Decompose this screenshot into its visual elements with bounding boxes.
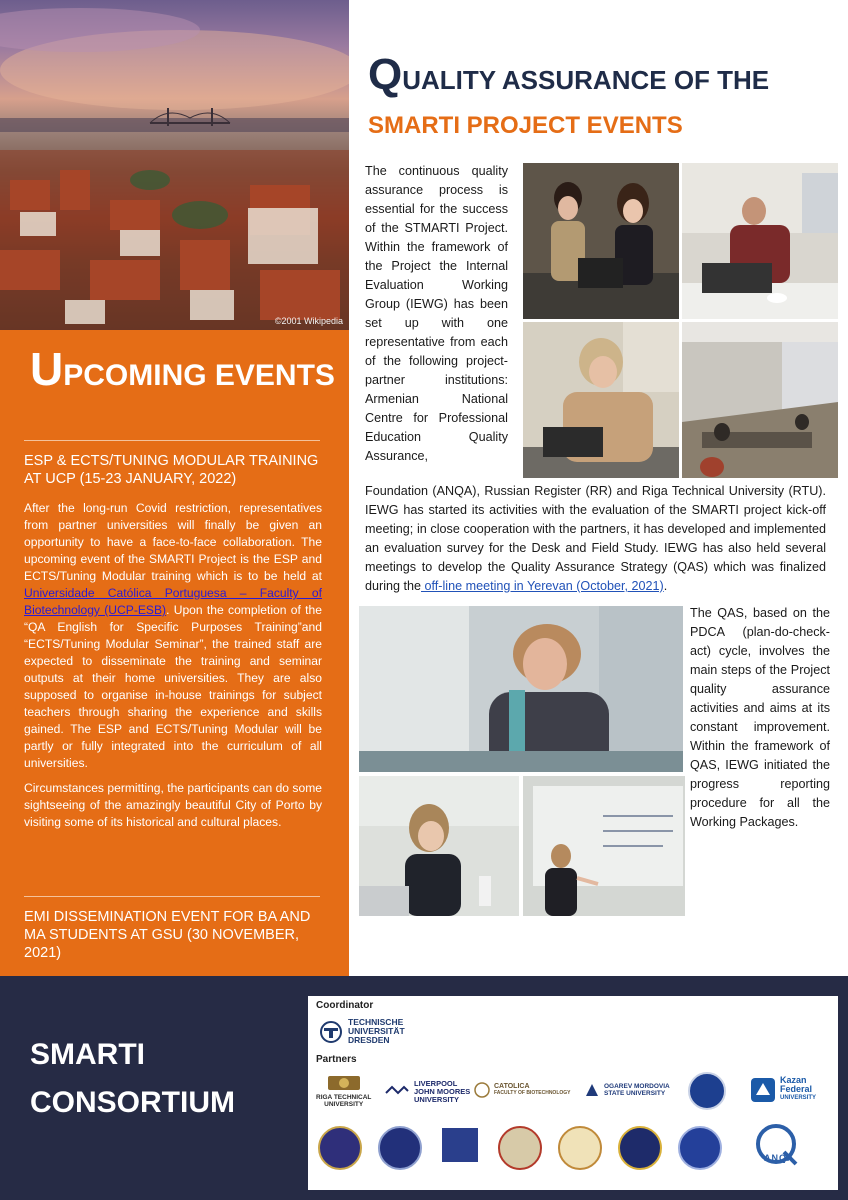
rtu-line1: RIGA TECHNICAL (316, 1094, 372, 1101)
presentation-photo (523, 776, 685, 916)
upcoming-title-rest: PCOMING EVENTS (63, 359, 335, 392)
mordovia-line1: OGAREV MORDOVIA (604, 1082, 670, 1090)
ljmu-logo (384, 1080, 470, 1104)
tu-dresden-line1: TECHNISCHE (348, 1017, 404, 1027)
student-photo (359, 776, 519, 916)
qa-title-rest: UALITY ASSURANCE OF THE (402, 65, 770, 95)
event1-title: ESP & ECTS/TUNING MODULAR TRAINING AT UCP (15-23 JANUARY, 2022) (24, 453, 319, 487)
qa-title (368, 50, 769, 100)
catolica-line2: FACULTY OF BIOTECHNOLOGY (494, 1090, 571, 1096)
kazan-line1: Kazan (780, 1075, 807, 1085)
event1-p2: Circumstances permitting, the participants can do some sightseeing of the amazingly beautiful City of Porto by visiting some of its historical and cultural places. (24, 781, 322, 829)
ljmu-line3: UNIVERSITY (414, 1095, 460, 1104)
upcoming-title-cap: U (30, 343, 64, 395)
event1-p1-end: . Upon the completion of the “QA English for Specific Purposes Training”and “ECTS/Tuning Modular Seminar”, the trained staff are expected to disseminate the training and seminar outputs at their home universities. They are also supposed to organise in-house trainings for subject teachers through sharing the experience and skills gained. The ESP and ECTS/Tuning Modular will be partly or fully integrated into the curriculum of all universities. (24, 603, 322, 770)
mordovia-logo (584, 1082, 670, 1098)
qa-subtitle: SMARTI PROJECT EVENTS (368, 112, 683, 139)
university-seal-8 (678, 1126, 722, 1170)
meeting-photo-3 (523, 322, 679, 478)
meeting-photo-4 (682, 322, 838, 478)
divider-top (24, 440, 320, 441)
meeting-photo-1 (523, 163, 679, 319)
qa-para1-end: . (663, 579, 668, 593)
ucp-link[interactable]: Universidade Católica Portuguesa – Faculty of Biotechnology (UCP-ESB) (24, 586, 322, 617)
university-seal-3 (378, 1126, 422, 1170)
tu-dresden-line2: UNIVERSITÄT (348, 1026, 405, 1036)
speaker-photo (359, 606, 683, 772)
mordovia-icon (584, 1082, 600, 1098)
qa-para1-narrow: The continuous quality assurance process is essential for the success of the STMARTI Project. Within the framework of the Project the Internal Evaluation Working Group (IEWG) has been set up with one representative from each of the following project-partner institutions: Armenian National Centre for Professional Education Quality Assurance, (365, 164, 508, 463)
tu-dresden-line3: DRESDEN (348, 1035, 390, 1045)
rtu-line2: UNIVERSITY (324, 1101, 364, 1108)
qa-para2: The QAS, based on the PDCA (plan-do-check-act) cycle, involves the main steps of the Project quality assurance activities and aims at its constant improvement. Within the framework of QAS, IEWG initiated the progress reporting procedure for all the Working Packages. (690, 606, 830, 829)
catolica-icon (474, 1082, 490, 1098)
divider-bottom (24, 896, 320, 897)
tu-dresden-logo (318, 1018, 405, 1045)
university-seal-6 (558, 1126, 602, 1170)
anqa-text: ANQA (764, 1153, 795, 1163)
yerevan-meeting-link[interactable]: off-line meeting in Yerevan (October, 2021) (421, 579, 664, 593)
coordinator-label: Coordinator (316, 1000, 374, 1011)
rtu-logo (316, 1074, 371, 1108)
mordovia-line2: STATE UNIVERSITY (604, 1090, 666, 1097)
kazan-line3: UNIVERSITY (780, 1095, 817, 1101)
ljmu-line2: JOHN MOORES (414, 1087, 471, 1096)
partners-logo-panel (308, 996, 838, 1190)
anqa-logo (754, 1122, 800, 1168)
ljmu-icon (384, 1083, 410, 1101)
university-seal-5 (498, 1126, 542, 1170)
qa-para1-wide-text: Foundation (ANQA), Russian Register (RR) and Riga Technical University (RTU). IEWG has started its activities with the evaluation of the SMARTI project kick-off meeting; in close cooperation with the partners, it has developed and implemented an evaluation survey for the Desk and Field Study. IEWG has also held several meetings to develop the Quality Assurance Strategy (QAS) which was finalized during the (365, 484, 826, 593)
event1-body (24, 500, 322, 839)
tu-dresden-icon (318, 1021, 344, 1043)
photo-credit: ©2001 Wikipedia (274, 316, 343, 326)
consortium-footer (0, 976, 848, 1200)
kazan-line2: Federal (780, 1084, 813, 1094)
upcoming-events-panel (0, 330, 349, 976)
kazan-logo (750, 1076, 816, 1103)
ljmu-line1: LIVERPOOL (414, 1079, 458, 1088)
university-emblem-4 (442, 1128, 478, 1162)
qa-title-cap: Q (368, 50, 403, 99)
partners-label: Partners (316, 1054, 357, 1065)
rtu-icon (324, 1074, 364, 1092)
lisbon-city-photo (0, 0, 349, 330)
meeting-photo-2 (682, 163, 838, 319)
qa-para1-wide (365, 482, 826, 596)
catolica-logo (474, 1082, 570, 1098)
event2-title: EMI DISSEMINATION EVENT FOR BA AND MA STUDENTS AT GSU (30 NOVEMBER, 2021) (24, 909, 311, 961)
university-seal-1 (688, 1072, 726, 1110)
university-seal-2 (318, 1126, 362, 1170)
consortium-heading: SMARTI CONSORTIUM (30, 1038, 235, 1119)
upcoming-events-title (30, 342, 335, 396)
university-seal-7 (618, 1126, 662, 1170)
event1-p1-start: After the long-run Covid restriction, representatives from partner universities will finally be given an opportunity to have a face-to-face collaboration. The upcoming event of the SMARTI Project is the ESP and ECTS/Tuning Modular training which is to be held at (24, 501, 322, 583)
kazan-icon (750, 1077, 776, 1103)
catolica-line1: CATOLICA (494, 1082, 530, 1090)
